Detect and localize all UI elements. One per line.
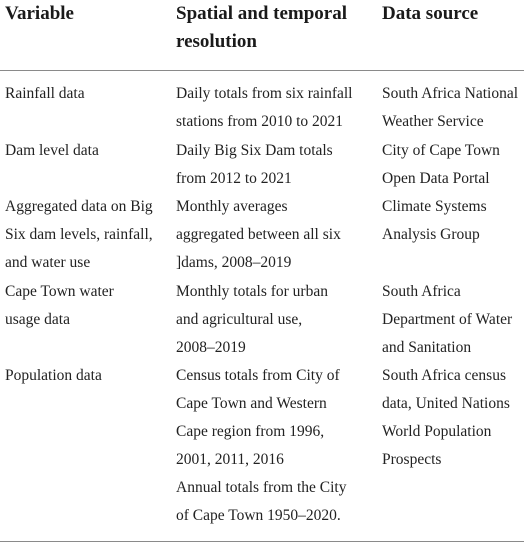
row-water-usage-variable-2: usage data bbox=[5, 311, 70, 328]
table-bottom-rule bbox=[0, 541, 524, 542]
row-population-resolution-3: Cape region from 1996, bbox=[176, 423, 325, 440]
row-aggregated-variable-1: Aggregated data on Big bbox=[5, 198, 153, 215]
row-population-source-1: South Africa census bbox=[382, 367, 506, 384]
row-dam-resolution-1: Daily Big Six Dam totals bbox=[176, 142, 333, 159]
header-data-source: Data source bbox=[382, 3, 479, 24]
row-dam-resolution-2: from 2012 to 2021 bbox=[176, 170, 292, 187]
header-variable: Variable bbox=[5, 3, 74, 24]
row-population-source-3: World Population bbox=[382, 423, 492, 440]
row-water-usage-variable-1: Cape Town water bbox=[5, 283, 114, 300]
row-water-usage-resolution-2: and agricultural use, bbox=[176, 311, 303, 328]
row-water-usage-source-3: and Sanitation bbox=[382, 339, 472, 356]
row-population-source-4: Prospects bbox=[382, 451, 442, 468]
row-rainfall-variable: Rainfall data bbox=[5, 85, 85, 102]
row-aggregated-source-1: Climate Systems bbox=[382, 198, 487, 215]
row-water-usage-resolution-1: Monthly totals for urban bbox=[176, 283, 328, 300]
header-divider bbox=[0, 70, 524, 71]
header-resolution-line2: resolution bbox=[176, 31, 257, 52]
row-rainfall-resolution-2: stations from 2010 to 2021 bbox=[176, 113, 344, 130]
row-population-resolution-2: Cape Town and Western bbox=[176, 395, 327, 412]
row-population-source-2: data, United Nations bbox=[382, 395, 510, 412]
row-dam-source-2: Open Data Portal bbox=[382, 170, 490, 187]
row-water-usage-source-1: South Africa bbox=[382, 283, 461, 300]
row-water-usage-source-2: Department of Water bbox=[382, 311, 513, 328]
row-aggregated-source-2: Analysis Group bbox=[382, 226, 480, 243]
header-resolution-line1: Spatial and temporal bbox=[176, 3, 348, 24]
row-water-usage-resolution-3: 2008–2019 bbox=[176, 339, 246, 356]
row-aggregated-variable-3: and water use bbox=[5, 254, 91, 271]
row-dam-variable: Dam level data bbox=[5, 142, 99, 159]
row-rainfall-source-2: Weather Service bbox=[382, 113, 484, 130]
row-dam-source-1: City of Cape Town bbox=[382, 142, 500, 159]
row-population-resolution-4: 2001, 2011, 2016 bbox=[176, 451, 284, 468]
row-population-variable: Population data bbox=[5, 367, 102, 384]
row-population-resolution-6: of Cape Town 1950–2020. bbox=[176, 507, 341, 524]
row-population-resolution-5: Annual totals from the City bbox=[176, 479, 347, 496]
row-population-resolution-1: Census totals from City of bbox=[176, 367, 340, 384]
row-aggregated-resolution-2: aggregated between all six bbox=[176, 226, 341, 243]
row-rainfall-resolution-1: Daily totals from six rainfall bbox=[176, 85, 353, 102]
row-aggregated-variable-2: Six dam levels, rainfall, bbox=[5, 226, 153, 243]
row-aggregated-resolution-3: ]dams, 2008–2019 bbox=[176, 254, 292, 271]
row-rainfall-source-1: South Africa National bbox=[382, 85, 519, 102]
row-aggregated-resolution-1: Monthly averages bbox=[176, 198, 288, 215]
